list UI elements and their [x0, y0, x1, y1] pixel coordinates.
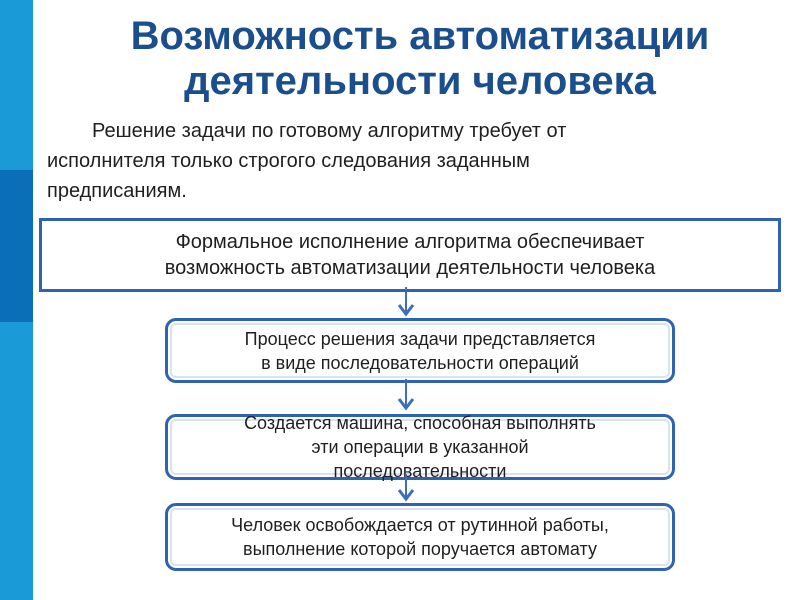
left-stripe-middle — [0, 170, 33, 322]
intro-paragraph — [47, 116, 747, 206]
title-line-2: деятельности человека — [184, 59, 656, 103]
step-2-line-3: последовательности — [333, 461, 507, 481]
down-arrow-icon — [396, 474, 416, 502]
down-arrow-icon — [396, 287, 416, 317]
step-3-line-1: Человек освобождается от рутинной работы, — [231, 515, 609, 535]
step-1-line-2: в виде последовательности операций — [261, 352, 579, 373]
step-box-3 — [165, 503, 675, 571]
left-stripe-bottom — [0, 322, 33, 600]
step-1-line-1: Процесс решения задачи представляется — [244, 328, 596, 349]
title-line-1: Возможность автоматизации — [130, 14, 710, 58]
intro-line-1: Решение задачи по готовому алгоритму требует от — [92, 120, 567, 142]
intro-line-3: предписаниям. — [47, 180, 187, 202]
down-arrow-icon — [396, 379, 416, 411]
step-box-1 — [165, 318, 675, 383]
step-box-2 — [165, 414, 675, 480]
step-2-line-1: Создается машина, способная выполнять — [244, 413, 596, 433]
main-statement-line-2: возможность автоматизации деятельности человека — [164, 257, 656, 279]
slide-title — [40, 14, 800, 104]
intro-line-2: исполнителя только строгого следования заданным — [47, 150, 530, 172]
main-statement-line-1: Формальное исполнение алгоритма обеспечивает — [175, 231, 645, 253]
step-3-line-2: выполнение которой поручается автомату — [243, 539, 597, 559]
main-statement-box — [39, 218, 781, 292]
left-stripe-top — [0, 0, 33, 170]
step-2-line-2: эти операции в указанной — [311, 437, 529, 457]
